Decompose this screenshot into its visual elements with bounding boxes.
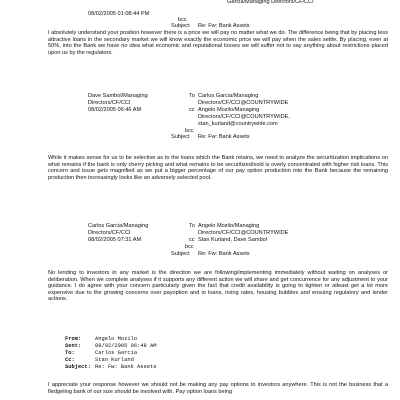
email-body-paragraph-2: While it makes sense for us to be selective as to the loans which the Bank retains, we need to analyze the securitization implications on what remains if the bank is only cherry picking and what remains to be securitized/sold is overly concentrated with higher risk loans. This concern and issue gets magnified as we put a bigger percentage of our pay option production into the Bank because the remaining production then increasingly looks like an adversely selected pool. [48, 155, 388, 181]
header4-subject-label: Subject: [65, 364, 91, 370]
header2-to-line-2: Directors/CF/CCI@COUNTRYWIDE [198, 100, 289, 106]
header3-from-name: Carlos Garcia/Managing [88, 223, 149, 229]
header4-sent-label: Sent: [65, 343, 82, 349]
header4-cc: Stan Kurland [95, 357, 134, 363]
header2-from-dept: Directors/CF/CCI [88, 100, 131, 106]
header3-subject-label: Subject [171, 251, 190, 257]
header3-to-line-2: Directors/CF/CCI@COUNTRYWIDE [198, 230, 289, 236]
top-header-cut-line: Garcia/Managing Directors/CF/CCI [227, 0, 314, 5]
header2-to-label: To [189, 93, 195, 99]
header3-from-dept: Directors/CF/CCI [88, 230, 131, 236]
header4-to-label: To: [65, 350, 75, 356]
header3-date: 08/02/2005 07:31 AM [88, 237, 142, 243]
email-body-paragraph-4: I appreciate your response however we should not be making any pay options to investors anywhere. This is not the business that a fledgeling bank of our size should be involved with. Pay option loans being [48, 382, 388, 395]
top-header-bcc-label: bcc [178, 17, 187, 23]
header4-subject: Re: Fw: Bank Assets [95, 364, 157, 370]
header4-sent: 08/02/2005 06:48 AM [95, 343, 157, 349]
header2-to-line-1: Carlos Garcia/Managing [198, 93, 259, 99]
header2-cc-line-2: Directors/CF/CCI@COUNTRYWIDE, [198, 114, 290, 120]
header2-bcc-label: bcc [185, 128, 194, 134]
header2-subject: Re: Fw: Bank Assets [198, 134, 250, 140]
header2-date: 08/02/2005 06:46 AM [88, 107, 142, 113]
header3-bcc-label: bcc [185, 244, 194, 250]
header2-cc-line-3: stan_kurland@countrywide.com [198, 121, 278, 127]
top-header-subject-label: Subject [171, 23, 190, 29]
header2-subject-label: Subject [171, 134, 190, 140]
header4-cc-label: Cc: [65, 357, 75, 363]
header3-cc-line-1: Stan Kurland, Dave Sambol [198, 237, 268, 243]
email-body-paragraph-3: No lending to investors in any market is the direction we are following/implementing immediately without waiting on analyses or deliberation. When we complete analyses if it supports any different action we will share and get concurrence for any adjustment to your guidance. I do agree with your concern particularly given the fact that credit availability is going to tighten or atleast get a lot more expensive due to the growing concerns over payoption and io loans, rising rates, housing bubbles and ensuing regulatory and lender actions. [48, 270, 388, 303]
header4-from-label: From: [65, 336, 82, 342]
email-body-paragraph-1: I absolutely understand your position however there is a price we will pay no matter what we do. The difference being that by placing less attractive loans in the secondary market we will know exactly the economic price we will pay when the sales settle. By placing, even at 50%, into the Bank we have no idea what economic and reputational losses we will suffer not to say anything about restrictions placed upon us by the regulators. [48, 30, 388, 56]
header3-subject: Re: Fw: Bank Assets [198, 251, 250, 257]
header4-to: Carlos Garcia [95, 350, 138, 356]
header3-cc-label: cc [189, 237, 195, 243]
header2-from-name: Dave Sambol/Managing [88, 93, 148, 99]
header2-cc-line-1: Angelo Mozilo/Managing [198, 107, 260, 113]
header3-to-label: To [189, 223, 195, 229]
header3-to-line-1: Angelo Mozilo/Managing [198, 223, 260, 229]
header4-from: Angelo Mozilo [95, 336, 138, 342]
top-header-subject: Re: Fw: Bank Assets [198, 23, 250, 29]
top-header-date: 08/02/2005 01:08:44 PM [88, 11, 150, 17]
header2-cc-label: cc [189, 107, 195, 113]
